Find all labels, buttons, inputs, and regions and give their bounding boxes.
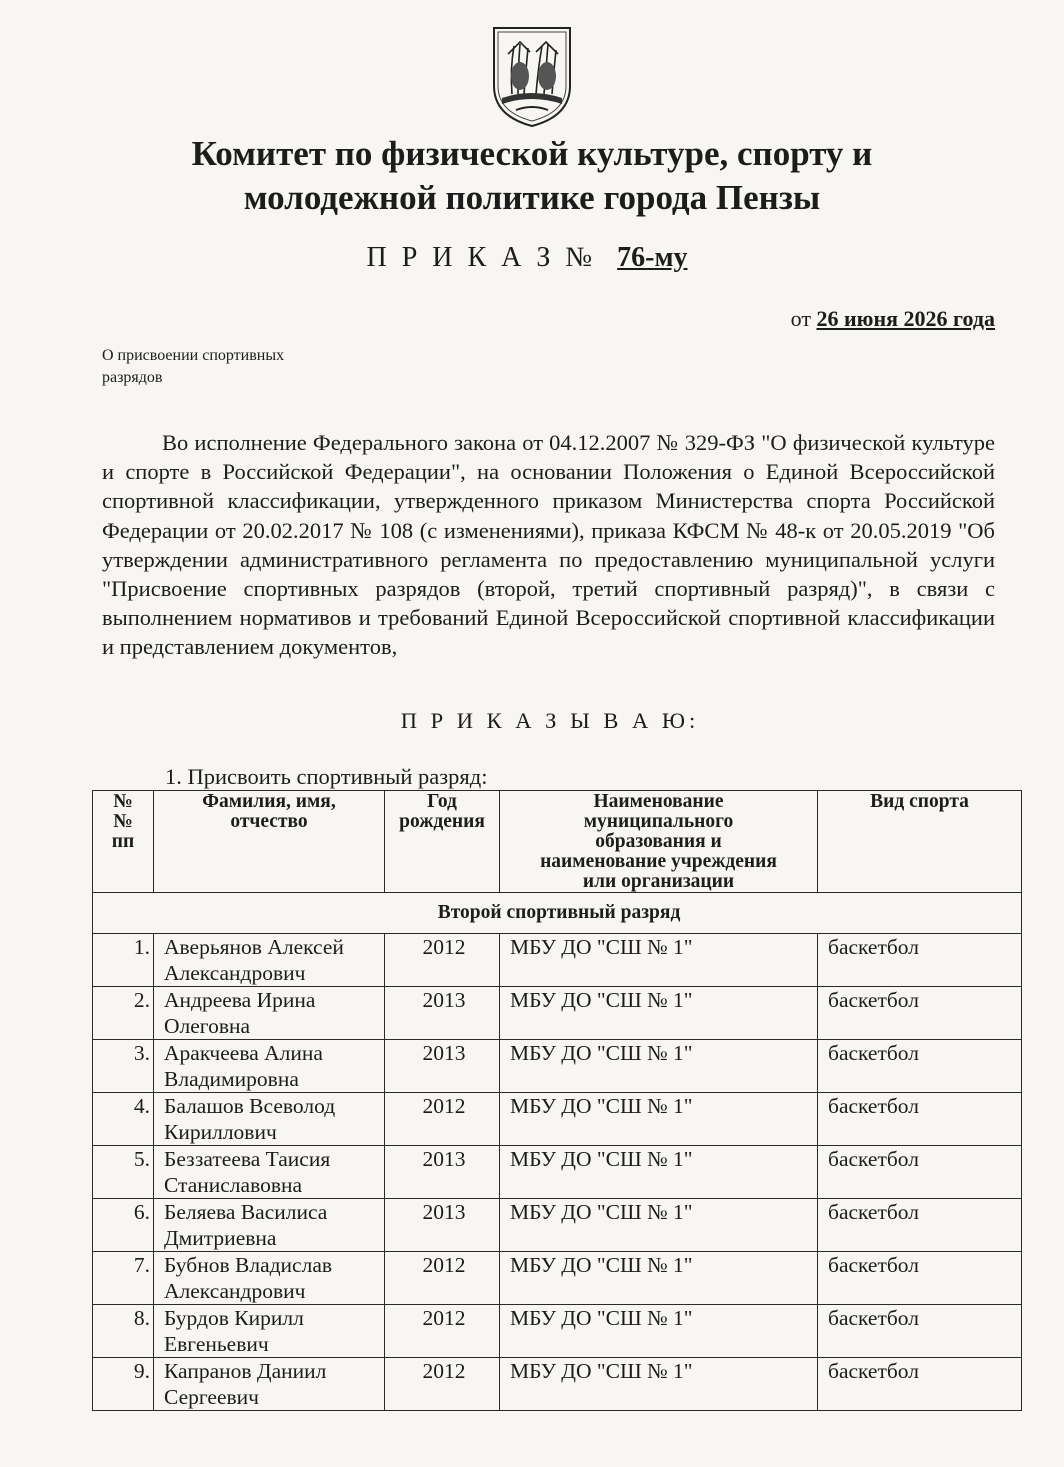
cell-org: МБУ ДО "СШ № 1" [500,1146,818,1199]
cell-year: 2012 [385,1252,500,1305]
order-number: 76-му [617,242,688,273]
cell-sport: баскетбол [818,1093,1022,1146]
table-header-row [93,791,1022,893]
section-title: Второй спортивный разряд [93,893,1022,934]
cell-year: 2012 [385,934,500,987]
athletes-table [92,790,1022,1411]
table-row [93,1252,1022,1305]
organization-title-line2: молодежной политике города Пензы [243,178,821,217]
cell-year: 2012 [385,1305,500,1358]
cell-name: Беляева Василиса Дмитриевна [154,1199,385,1252]
cell-sport: баскетбол [818,1146,1022,1199]
orders-heading: П Р И К А З Ы В А Ю: [400,708,700,733]
cell-name: Балашов Всеволод Кириллович [154,1093,385,1146]
organization-title-line1: Комитет по физической культуре, спорту и [191,134,873,173]
cell-org: МБУ ДО "СШ № 1" [500,1093,818,1146]
order-subject-line2: разрядов [102,369,163,386]
table-row [93,1146,1022,1199]
cell-year: 2013 [385,1146,500,1199]
cell-name: Капранов Даниил Сергеевич [154,1358,385,1411]
cell-name: Аверьянов Алексей Александрович [154,934,385,987]
header-sport [818,791,1022,893]
cell-org: МБУ ДО "СШ № 1" [500,987,818,1040]
header-year [385,791,500,893]
header-name-text: Фамилия, имя, отчество [202,791,336,832]
cell-name: Аракчеева Алина Владимировна [154,1040,385,1093]
header-year-text: Год рождения [399,791,485,832]
table-row [93,1093,1022,1146]
date-prefix: от [790,306,811,331]
cell-sport: баскетбол [818,1252,1022,1305]
cell-sport: баскетбол [818,934,1022,987]
cell-org: МБУ ДО "СШ № 1" [500,1358,818,1411]
section-row [93,893,1022,934]
order-subject [102,345,362,389]
cell-sport: баскетбол [818,987,1022,1040]
city-coat-of-arms-icon [490,24,574,128]
table-row [93,1358,1022,1411]
cell-name: Бурдов Кирилл Евгеньевич [154,1305,385,1358]
order-title [0,242,1064,274]
cell-num: 5. [93,1146,154,1199]
table-row [93,1305,1022,1358]
cell-num: 3. [93,1040,154,1093]
cell-year: 2012 [385,1093,500,1146]
cell-num: 1. [93,934,154,987]
order-date-line [791,306,995,332]
cell-sport: баскетбол [818,1358,1022,1411]
table-row [93,934,1022,987]
cell-num: 9. [93,1358,154,1411]
table-row [93,1199,1022,1252]
cell-num: 6. [93,1199,154,1252]
organization-title [0,132,1064,220]
cell-sport: баскетбол [818,1040,1022,1093]
header-sport-text: Вид спорта [870,791,969,812]
table-row [93,1040,1022,1093]
preamble-paragraph: Во исполнение Федерального закона от 04.12.2007 № 329-ФЗ "О физической культуре и спорте в Российской Федерации", на основании Положения о Единой Всероссийской спортивной классификации, утвержденного приказом Министерства спорта Российской Федерации от 20.02.2017 № 108 (с изменениями), приказа КФСМ № 48-к от 20.05.2019 "Об утверждении административного регламента по предоставлению муниципальной услуги "Присвоение спортивных разрядов (второй, третий спортивный разряд)", в связи с выполнением нормативов и требований Единой Всероссийской спортивной классификации и представлением документов, [102,430,995,660]
cell-num: 8. [93,1305,154,1358]
header-num [93,791,154,893]
cell-year: 2013 [385,1040,500,1093]
cell-name: Андреева Ирина Олеговна [154,987,385,1040]
item-1-text: 1. Присвоить спортивный разряд: [165,764,488,789]
cell-sport: баскетбол [818,1199,1022,1252]
cell-sport: баскетбол [818,1305,1022,1358]
order-label: П Р И К А З № [366,242,597,273]
cell-num: 4. [93,1093,154,1146]
table-row [93,987,1022,1040]
cell-year: 2013 [385,987,500,1040]
cell-org: МБУ ДО "СШ № 1" [500,934,818,987]
cell-org: МБУ ДО "СШ № 1" [500,1199,818,1252]
order-subject-line1: О присвоении спортивных [102,347,285,364]
cell-year: 2012 [385,1358,500,1411]
cell-org: МБУ ДО "СШ № 1" [500,1252,818,1305]
cell-org: МБУ ДО "СШ № 1" [500,1305,818,1358]
header-name [154,791,385,893]
header-org [500,791,818,893]
cell-num: 2. [93,987,154,1040]
order-date: 26 июня 2026 года [816,306,995,331]
cell-name: Бубнов Владислав Александрович [154,1252,385,1305]
cell-num: 7. [93,1252,154,1305]
cell-name: Беззатеева Таисия Станиславовна [154,1146,385,1199]
cell-org: МБУ ДО "СШ № 1" [500,1040,818,1093]
header-num-text: № № пп [111,791,135,852]
cell-year: 2013 [385,1199,500,1252]
header-org-text: Наименование муниципального образования и наименование учреждения или организации [540,791,777,892]
